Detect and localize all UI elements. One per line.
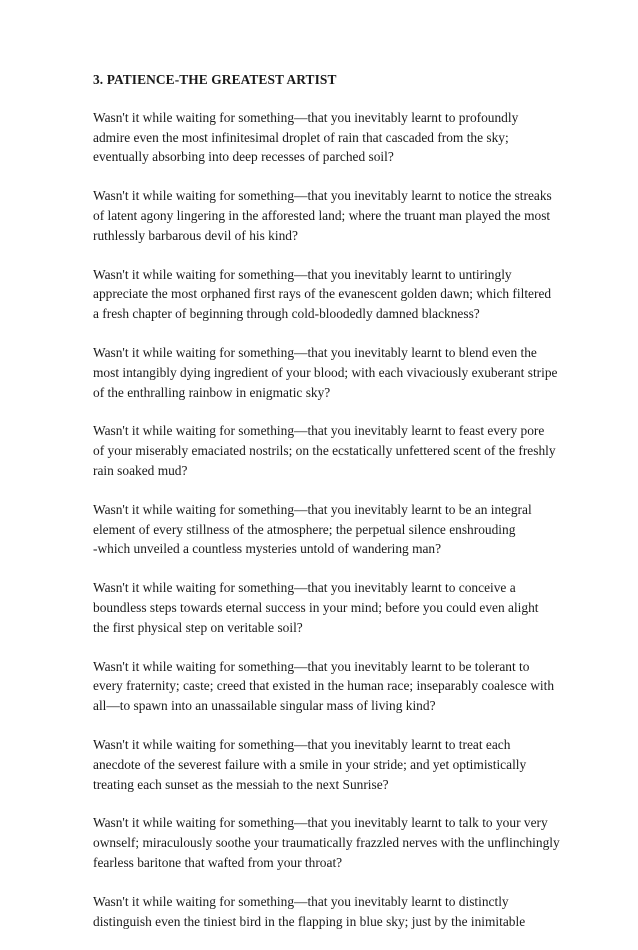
paragraph xyxy=(93,186,553,245)
paragraph xyxy=(93,108,553,167)
paragraph xyxy=(93,500,553,559)
paragraph-line: admire even the most infinitesimal droplet of rain that cascaded from the sky; xyxy=(93,129,509,145)
paragraph-line: Wasn't it while waiting for something—that you inevitably learnt to be an integral xyxy=(93,501,532,517)
paragraph xyxy=(93,265,553,324)
paragraph-line: appreciate the most orphaned first rays of the evanescent golden dawn; which filtered xyxy=(93,286,552,302)
paragraph xyxy=(93,813,560,872)
paragraph-list xyxy=(93,108,560,932)
paragraph-line: of the enthralling rainbow in enigmatic sky? xyxy=(93,384,331,400)
paragraph-line: all—to spawn into an unassailable singular mass of living kind? xyxy=(93,698,436,714)
paragraph-line: ownself; miraculously soothe your traumatically frazzled nerves with the unflinchingly xyxy=(93,835,560,851)
paragraph-line: Wasn't it while waiting for something—that you inevitably learnt to blend even the xyxy=(93,344,537,360)
paragraph-line: Wasn't it while waiting for something—that you inevitably learnt to distinctly xyxy=(93,893,509,909)
paragraph-line: of latent agony lingering in the afforested land; where the truant man played the most xyxy=(93,207,551,223)
paragraph-line: Wasn't it while waiting for something—that you inevitably learnt to untiringly xyxy=(93,266,512,282)
paragraph-line: the first physical step on veritable soil? xyxy=(93,619,303,635)
paragraph-line: treating each sunset as the messiah to the next Sunrise? xyxy=(93,776,389,792)
paragraph xyxy=(93,578,553,637)
paragraph xyxy=(93,343,558,402)
paragraph xyxy=(93,892,553,932)
paragraph-line: boundless steps towards eternal success in your mind; before you could even alight xyxy=(93,599,539,615)
paragraph-line: fearless baritone that wafted from your throat? xyxy=(93,854,343,870)
paragraph xyxy=(93,657,553,716)
paragraph-line: Wasn't it while waiting for something—that you inevitably learnt to talk to your very xyxy=(93,815,548,831)
document-body xyxy=(93,70,560,950)
paragraph-line: distinguish even the tiniest bird in the flapping in blue sky; just by the inimitable xyxy=(93,913,526,929)
paragraph-line: Wasn't it while waiting for something—that you inevitably learnt to treat each xyxy=(93,736,511,752)
paragraph-line: anecdote of the severest failure with a smile in your stride; and yet optimistically xyxy=(93,756,527,772)
section-heading: 3. PATIENCE-THE GREATEST ARTIST xyxy=(93,72,337,87)
paragraph-line: -which unveiled a countless mysteries untold of wandering man? xyxy=(93,541,442,557)
paragraph-line: eventually absorbing into deep recesses of parched soil? xyxy=(93,149,394,165)
paragraph xyxy=(93,421,556,480)
paragraph xyxy=(93,735,553,794)
paragraph-line: Wasn't it while waiting for something—that you inevitably learnt to notice the streaks xyxy=(93,188,552,204)
paragraph-line: of your miserably emaciated nostrils; on the ecstatically unfettered scent of the freshly xyxy=(93,443,556,459)
paragraph-line: element of every stillness of the atmosphere; the perpetual silence enshrouding xyxy=(93,521,516,537)
paragraph-line: Wasn't it while waiting for something—that you inevitably learnt to feast every pore xyxy=(93,423,545,439)
paragraph-line: every fraternity; caste; creed that existed in the human race; inseparably coalesce with xyxy=(93,678,555,694)
paragraph-line: rain soaked mud? xyxy=(93,462,188,478)
paragraph-line: most intangibly dying ingredient of your blood; with each vivaciously exuberant stripe xyxy=(93,364,558,380)
paragraph-line: Wasn't it while waiting for something—that you inevitably learnt to profoundly xyxy=(93,109,519,125)
paragraph-line: Wasn't it while waiting for something—that you inevitably learnt to be tolerant to xyxy=(93,658,530,674)
paragraph-line: ruthlessly barbarous devil of his kind? xyxy=(93,227,298,243)
paragraph-line: Wasn't it while waiting for something—that you inevitably learnt to conceive a xyxy=(93,580,516,596)
paragraph-line: a fresh chapter of beginning through cold-bloodedly damned blackness? xyxy=(93,306,480,322)
